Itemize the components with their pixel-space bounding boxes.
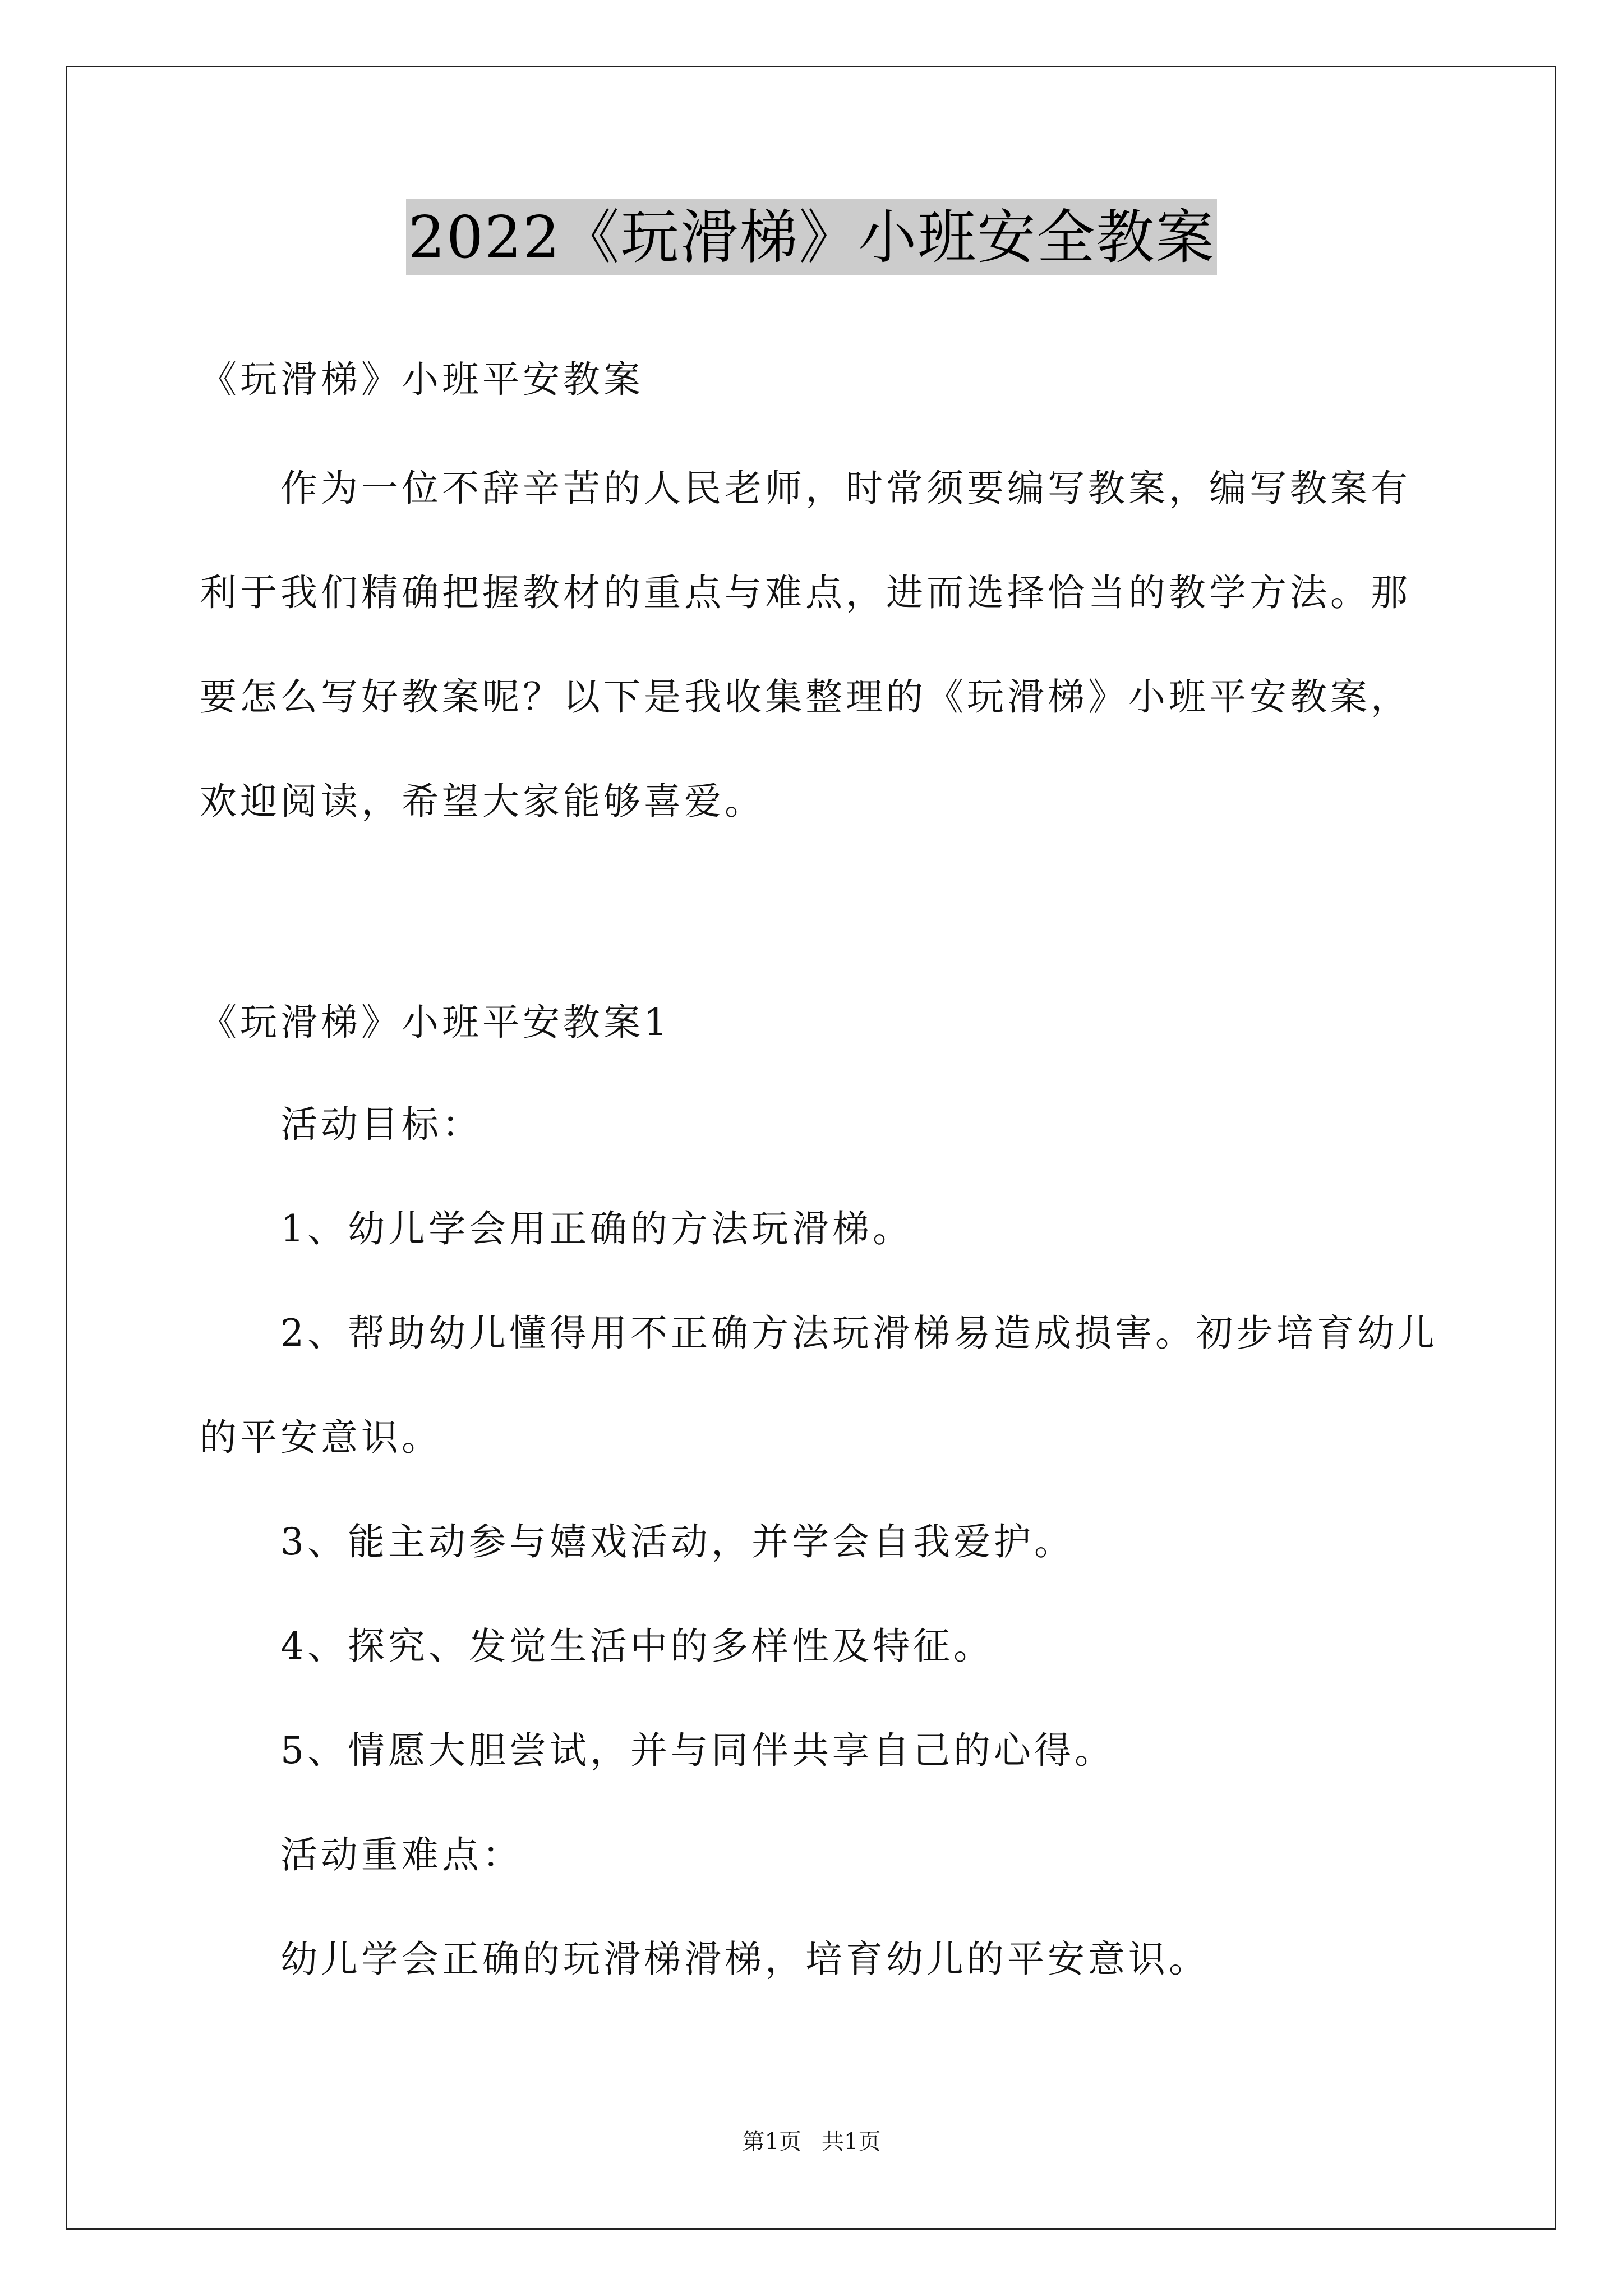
list-item: 2、帮助幼儿懂得用不正确方法玩滑梯易造成损害。初步培育幼儿	[280, 1312, 1438, 1355]
list-item: 3、能主动参与嬉戏活动，并学会自我爱护。	[280, 1520, 1075, 1563]
paragraph-line: 要怎么写好教案呢？以下是我收集整理的《玩滑梯》小班平安教案，	[200, 675, 1411, 719]
paragraph-line: 活动重难点：	[280, 1833, 523, 1876]
list-item: 5、情愿大胆尝试，并与同伴共享自己的心得。	[280, 1729, 1115, 1772]
document-title: 2022《玩滑梯》小班安全教案	[406, 199, 1218, 275]
paragraph-line: 欢迎阅读，希望大家能够喜爱。	[200, 780, 765, 823]
paragraph-line: 的平安意识。	[200, 1416, 442, 1459]
page-footer	[0, 2127, 1623, 2156]
page-number: 第1页	[742, 2129, 801, 2155]
paragraph-line: 活动目标：	[280, 1103, 482, 1146]
list-item: 1、幼儿学会用正确的方法玩滑梯。	[280, 1207, 913, 1250]
list-item: 4、探究、发觉生活中的多样性及特征。	[280, 1625, 994, 1668]
page-total: 共1页	[822, 2129, 881, 2155]
paragraph-line: 利于我们精确把握教材的重点与难点，进而选择恰当的教学方法。那	[200, 571, 1411, 614]
paragraph-line: 幼儿学会正确的玩滑梯滑梯，培育幼儿的平安意识。	[280, 1938, 1209, 1981]
title-container	[0, 199, 1623, 275]
subtitle: 《玩滑梯》小班平安教案	[200, 358, 644, 401]
paragraph-line: 作为一位不辞辛苦的人民老师，时常须要编写教案，编写教案有	[280, 467, 1411, 510]
section-heading: 《玩滑梯》小班平安教案1	[200, 1001, 671, 1044]
